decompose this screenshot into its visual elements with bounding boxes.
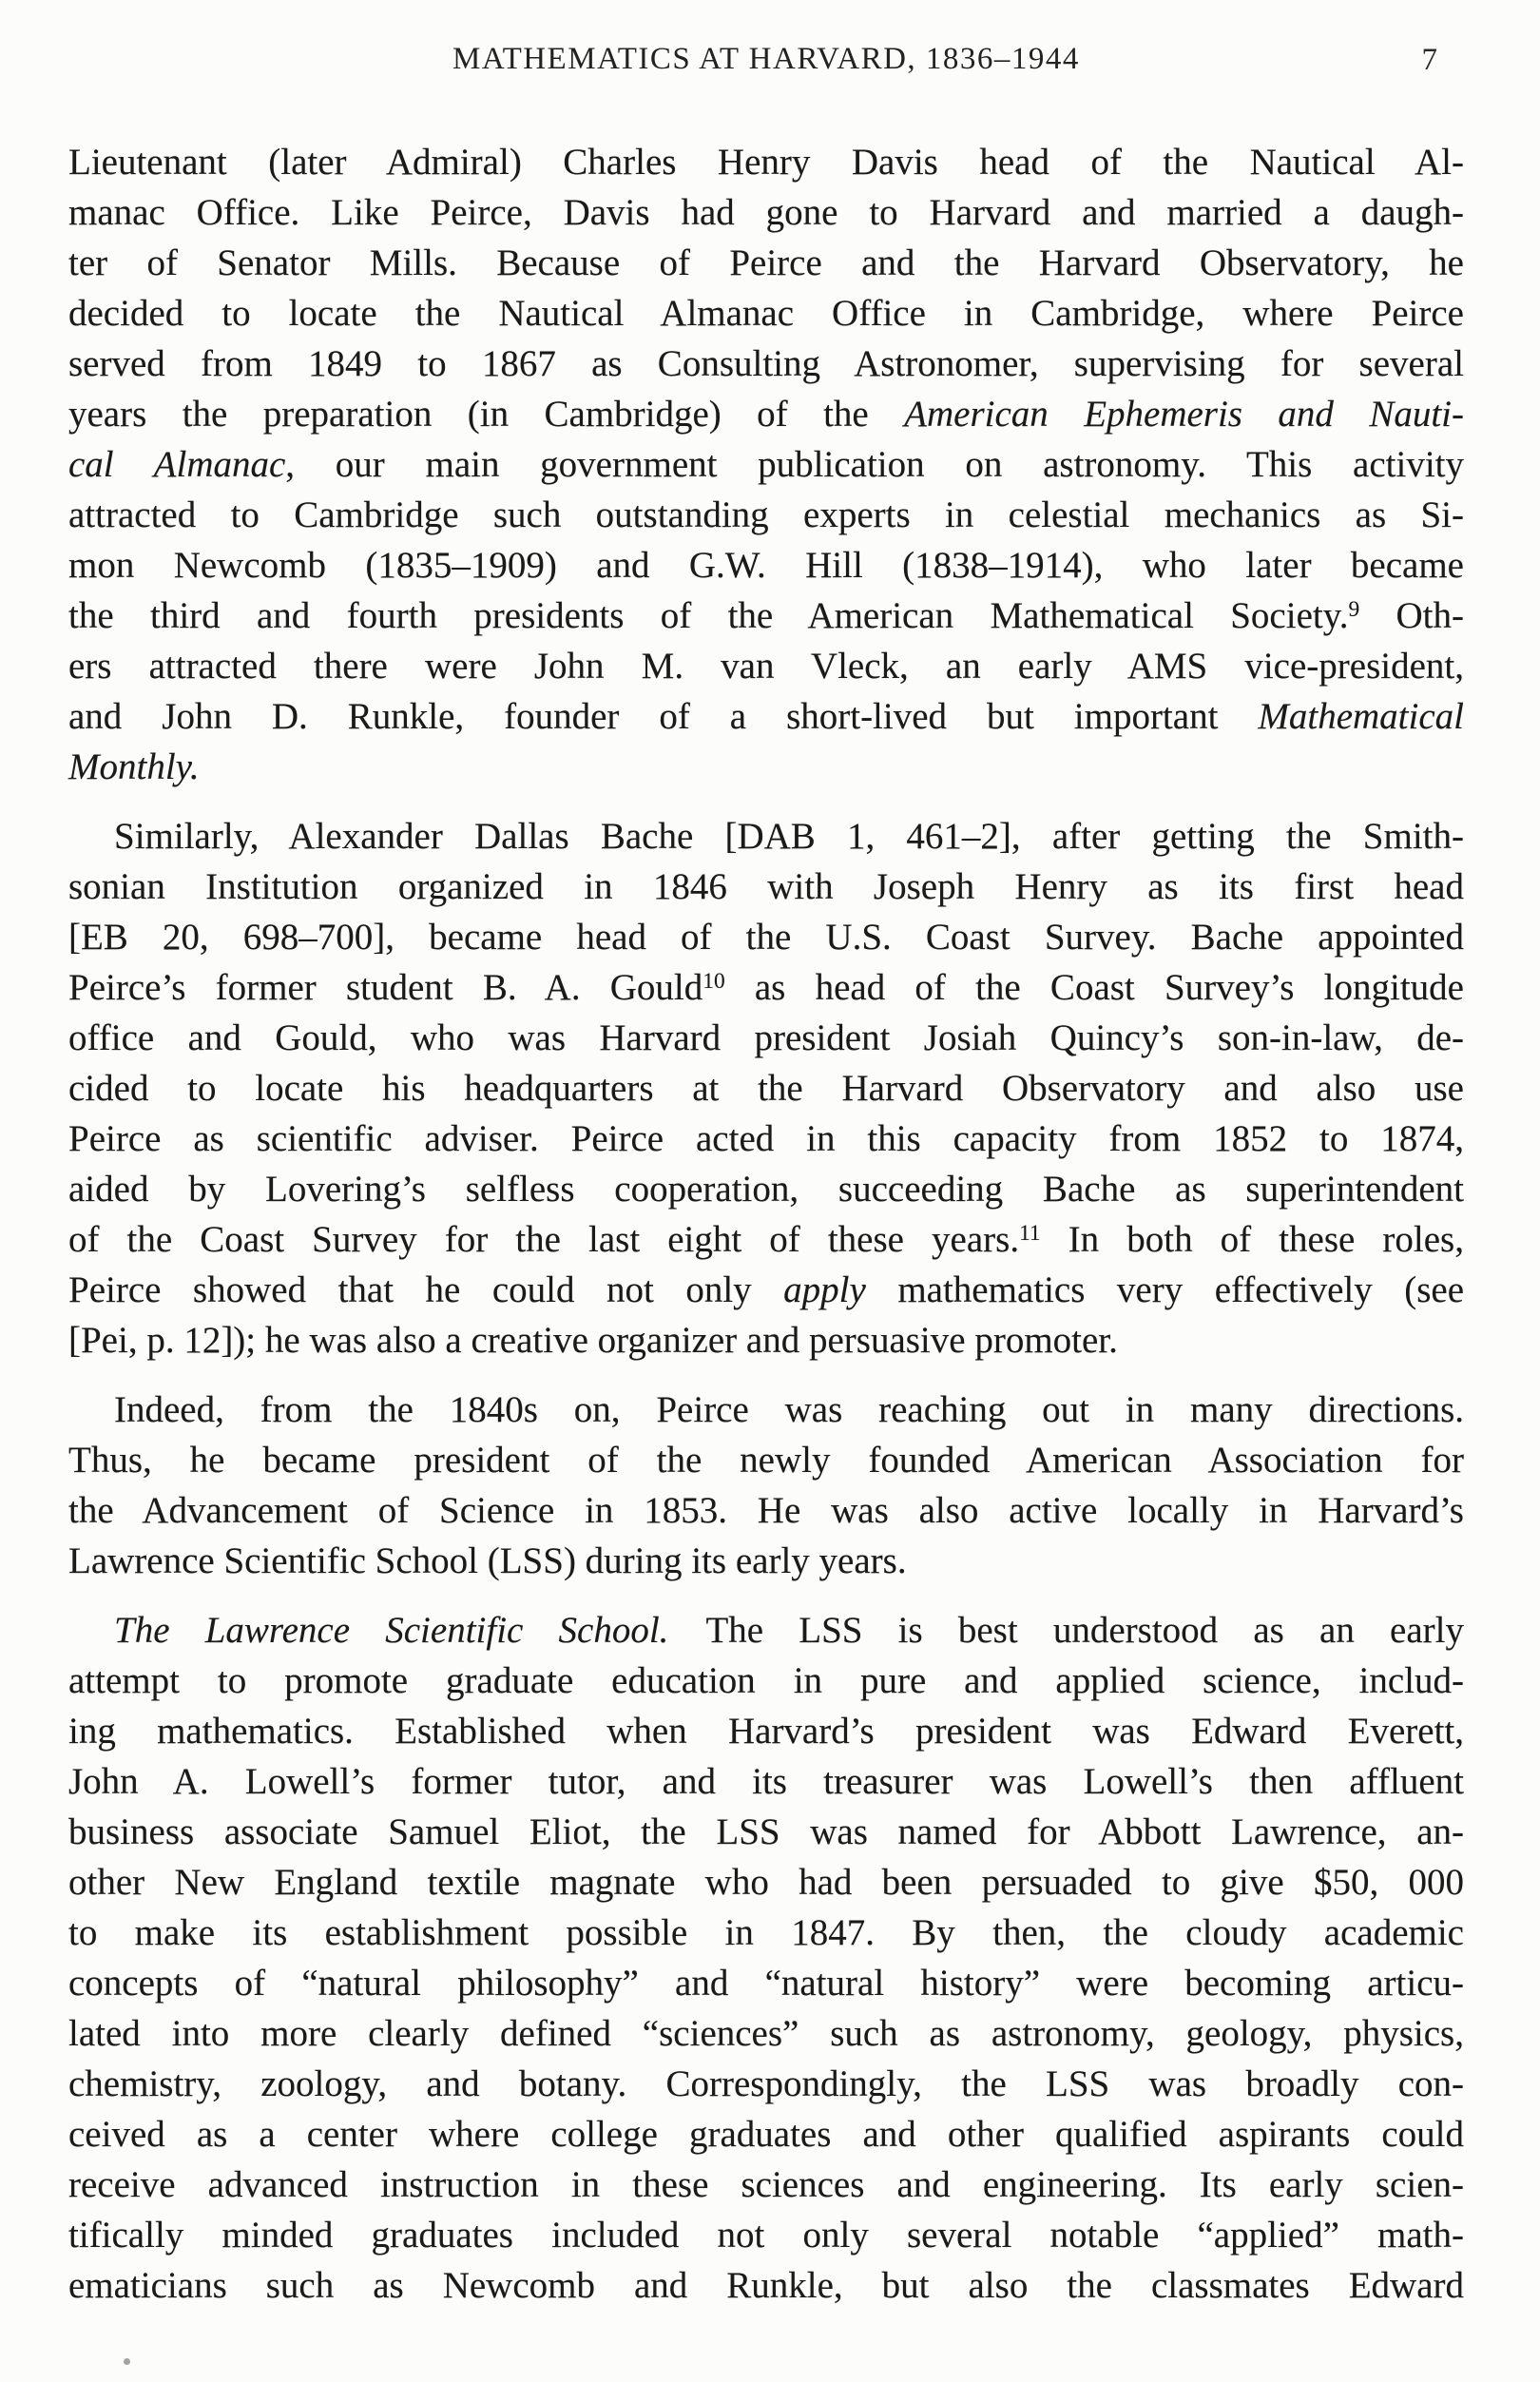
text-line: cided to locate his headquarters at the Harvard Observatory and also use (68, 1068, 1464, 1109)
running-head: MATHEMATICS AT HARVARD, 1836–1944 (452, 42, 1080, 76)
paragraph (68, 1385, 1464, 1586)
text-line: Indeed, from the 1840s on, Peirce was reaching out in many directions. (114, 1389, 1464, 1430)
text-line: [EB 20, 698–700], became head of the U.S. Coast Survey. Bache appointed (68, 917, 1464, 958)
text-line: Peirce showed that he could not only apply mathematics very effectively (see (68, 1269, 1464, 1310)
paragraph (68, 137, 1464, 792)
text-line: decided to locate the Nautical Almanac Office in Cambridge, where Peirce (68, 293, 1464, 334)
text-line: ter of Senator Mills. Because of Peirce and the Harvard Observatory, he (68, 242, 1464, 283)
text-line: ing mathematics. Established when Harvard’s president was Edward Everett, (68, 1711, 1464, 1752)
text-line: [Pei, p. 12]); he was also a creative organizer and persuasive promoter. (68, 1320, 1118, 1361)
text-line: Peirce’s former student B. A. Gould$^{10}$ as head of the Coast Survey’s longitude (68, 967, 1464, 1008)
text-line: the third and fourth presidents of the American Mathematical Society.$^9$ Oth- (68, 595, 1464, 636)
document-body (68, 137, 1464, 2311)
text-line: served from 1849 to 1867 as Consulting Astronomer, supervising for several (68, 343, 1464, 384)
page-header (68, 42, 1464, 82)
text-line: the Advancement of Science in 1853. He was also active locally in Harvard’s (68, 1490, 1464, 1531)
text-line: ceived as a center where college graduates and other qualified aspirants could (68, 2114, 1464, 2155)
text-line: Lieutenant (later Admiral) Charles Henry Davis head of the Nautical Al- (68, 142, 1464, 183)
text-line: Monthly. (68, 746, 200, 787)
text-line: Thus, he became president of the newly founded American Association for (68, 1440, 1464, 1481)
text-line: to make its establishment possible in 1847. By then, the cloudy academic (68, 1912, 1464, 1953)
footnote-reference: 10 (703, 969, 725, 995)
page-number: 7 (1421, 43, 1437, 77)
text-line: Lawrence Scientific School (LSS) during its early years. (68, 1540, 907, 1581)
text-line: tifically minded graduates included not only several notable “applied” math- (68, 2215, 1464, 2256)
text-line: attempt to promote graduate education in pure and applied science, includ- (68, 1660, 1464, 1701)
text-line: lated into more clearly defined “sciences” such as astronomy, geology, physics, (68, 2013, 1464, 2054)
text-line: ers attracted there were John M. van Vleck, an early AMS vice-president, (68, 646, 1464, 687)
scan-speck (124, 2358, 130, 2365)
text-line: sonian Institution organized in 1846 with Joseph Henry as its first head (68, 866, 1464, 907)
text-line: ematicians such as Newcomb and Runkle, but also the classmates Edward (68, 2265, 1464, 2306)
footnote-reference: 11 (1019, 1221, 1041, 1247)
paragraph (68, 1605, 1464, 2311)
text-line: John A. Lowell’s former tutor, and its treasurer was Lowell’s then affluent (68, 1761, 1464, 1802)
text-line: receive advanced instruction in these sciences and engineering. Its early scien- (68, 2164, 1464, 2205)
text-line: concepts of “natural philosophy” and “natural history” were becoming articu- (68, 1963, 1464, 2004)
footnote-reference: 9 (1348, 597, 1360, 623)
text-line: of the Coast Survey for the last eight of these years.$^{11}$ In both of these roles, (68, 1219, 1464, 1260)
text-line: manac Office. Like Peirce, Davis had gone to Harvard and married a daugh- (68, 192, 1464, 233)
text-line: attracted to Cambridge such outstanding experts in celestial mechanics as Si- (68, 494, 1464, 535)
text-line: business associate Samuel Eliot, the LSS was named for Abbott Lawrence, an- (68, 1811, 1464, 1852)
text-line: and John D. Runkle, founder of a short-lived but important Mathematical (68, 696, 1464, 737)
text-line: mon Newcomb (1835–1909) and G.W. Hill (1838–1914), who later became (68, 545, 1464, 586)
text-line: The Lawrence Scientific School. The LSS is best understood as an early (114, 1610, 1464, 1651)
text-line: aided by Lovering’s selfless cooperation, succeeding Bache as superintendent (68, 1169, 1464, 1210)
text-line: cal Almanac, our main government publication on astronomy. This activity (68, 444, 1464, 485)
text-line: Similarly, Alexander Dallas Bache [DAB 1, 461–2], after getting the Smith- (114, 816, 1464, 857)
text-line: chemistry, zoology, and botany. Correspondingly, the LSS was broadly con- (68, 2063, 1464, 2104)
text-line: years the preparation (in Cambridge) of the American Ephemeris and Nauti- (68, 394, 1464, 435)
text-line: other New England textile magnate who had been persuaded to give $50, 000 (68, 1862, 1464, 1903)
text-line: Peirce as scientific adviser. Peirce acted in this capacity from 1852 to 1874, (68, 1118, 1464, 1159)
text-line: office and Gould, who was Harvard president Josiah Quincy’s son-in-law, de- (68, 1017, 1464, 1058)
paragraph (68, 811, 1464, 1365)
